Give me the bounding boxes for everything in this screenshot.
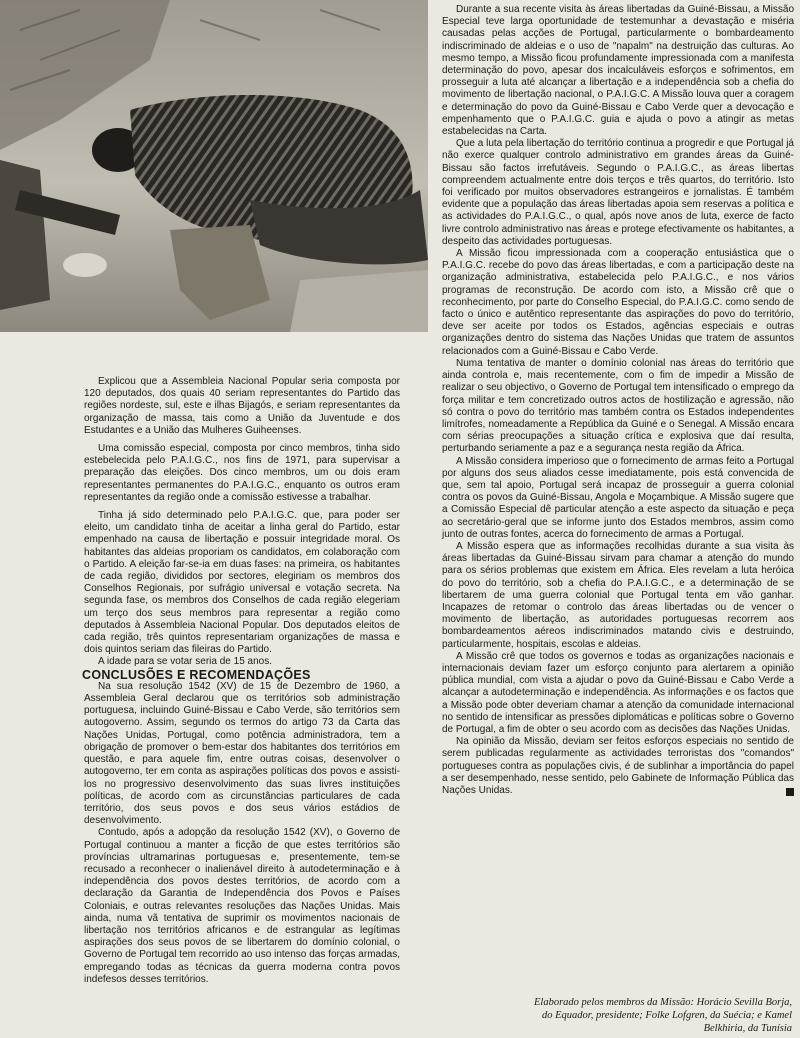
paragraph: Durante a sua recente visita às áreas libertadas da Guiné-Bissau, a Missão Especial teve larga oportunidade de testemunhar a devastação e miséria causadas pelas acções de Portugal, particularmente o bombardeamento indiscriminado de aldeias e o uso de "napalm" na destruição das culturas. Ao mesmo tempo, a Missão ficou profundamente impressionada com a manifesta determinação do povo, apesar dos incalculáveis esforços e sofrimentos, em prosseguir a luta até alcançar a libertação e a independência sob a chefia do movimento de libertação nacional, o P.A.I.G.C. A Missão louva quer a coragem e determinação do povo da Guiné-Bissau e Cabo Verde quer a devocação e empenhamento que o P.A.I.G.C. guia e ajuda o povo a atingir as metas estabelecidas na Carta. (442, 4, 794, 138)
credit-block (500, 996, 792, 1035)
paragraph: A Missão considera imperioso que o fornecimento de armas feito a Portugal por alguns dos seus aliados cesse imediatamente, pois está convencida de que, sem tal apoio, Portugal será incapaz de prosseguir a guerra colonial contra os povos da Guiné-Bissau, Angola e Moçambique. A Missão sugere que a Comissão Especial dê particular atenção a este aspecto da situação e peça ao secretário-geral que se informe junto dos Estados membros, assim como junto de outras fontes, acerca do fornecimento de armas a Portugal. (442, 455, 794, 540)
paragraph: Explicou que a Assembleia Nacional Popular seria composta por 120 deputados, dos quais 40 seriam representantes do Partido das regiões nordeste, sul, este e ilhas Bijagós, e seriam representantes da organização de massa, tais como a União da Juventude e dos Estudantes e a União das Mulheres Guiheenses. (84, 376, 400, 436)
left-column (84, 376, 400, 986)
paragraph-text: Na opinião da Missão, deviam ser feitos esforços especiais no sentido de serem publicadas regularmente as actividades terroristas dos "comandos" portugueses contra as populações civis, é de sublinhar a importância do papel a ser desempenhado, nesse sentido, pelo Gabinete de Informação Pública das Nações Unidas. (442, 736, 794, 796)
paragraph: A Missão ficou impressionada com a cooperação entusiástica que o P.A.I.G.C. recebe do povo das áreas libertadas, e com a participação deste na organização administrativa, estabelecida pelo P.A.I.G.C., e nos vários programas de reconstrução. De acordo com isto, a Missão crê que o reconhecimento, por parte do Conselho Especial, do P.A.I.G.C. como sendo de facto o único e autêntico representante das aspirações do povo do território, deve ser aceite por todos os Estados, agências especiais e outras organizações dentro do sistema das Nações Unidas que tratem de assuntos relacionados com a Guiné-Bissau e Cabo Verde. (442, 248, 794, 357)
paragraph: Na sua resolução 1542 (XV) de 15 de Dezembro de 1960, a Assembleia Geral declarou que os territórios sob administração portuguesa, incluindo Guiné-Bissau e Cabo Verde, são territórios sem autogoverno. Assim, segundo os termos do artigo 73 da Carta das Nações Unidas, Portugal, como potência administradora, tem a obrigação de promover o bem-estar dos habitantes dos territórios em questão, e para aquele fim, entre outras coisas, desenvolver o autogoverno, ter em conta as aspirações políticas dos povos e assisti-los no progressivo desenvolvimento das suas livres instituições políticas, de acordo com as circunstâncias particulares de cada território, dos seus povos e dos seus vários estádios de desenvolvimento. (84, 680, 400, 827)
paragraph: Que a luta pela libertação do território continua a progredir e que Portugal já não exerce qualquer controlo administrativo em grandes áreas da Guiné-Bissau são factos irrefutáveis. Segundo o P.A.I.G.C., as áreas libertas compreendem actualmente entre dois terços e três quartos, do território. Isto foi verificado por muitos observadores estrangeiros e jornalistas. É também evidente que a população das áreas libertadas apoia sem reservas a política e as actividades do P.A.I.G.C., o qual, após nove anos de luta, exerce de facto livre controlo administrativo nas áreas e protege efectivamente os habitantes, a despeito das actividades portuguesas. (442, 138, 794, 247)
paragraph: A Missão espera que as informações recolhidas durante a sua visita às áreas libertadas da Guiné-Bissau sirvam para chamar a atenção do mundo para os sérios problemas que existem em África. Eles revelam a luta heróica do povo do território, sob a chefia do P.A.I.G.C., e a determinação de se libertarem de uma guerra colonial que Portugal tenta em vão ganhar. Incapazes de retomar o controlo das áreas libertadas ou de vencer o movimento de libertação, as autoridades portuguesas recorrem aos bombardeamentos aéreos indiscriminados matando civis e destruindo, particularmente, hospitais, escolas e aldeias. (442, 540, 794, 650)
right-column (442, 4, 794, 797)
credit-line: Elaborado pelos membros da Missão: Horácio Sevilla Borja, (533, 997, 792, 1008)
paragraph: Uma comissão especial, composta por cinco membros, tinha sido estebelecida pelo P.A.I.G.C., nos fins de 1971, para supervisar a preparação das eleições. Dos cinco membros, um ou dois eram representantes permanentes do P.A.I.G.C., enquanto os outros eram representantes da região onde a comissão estivesse a trabalhar. (84, 443, 400, 503)
credit-line: Belkhiria, da Tunísia (703, 1023, 792, 1034)
photo-person-lying-icon (0, 0, 428, 332)
credit-line: do Equador, presidente; Folke Lofgren, da Suécia; e Kamel (541, 1010, 792, 1021)
paragraph: A Missão crê que todos os governos e todas as organizações nacionais e internacionais deviam fazer um esforço conjunto para alertarem a opinião pública mundial, com vista a ajudar o povo da Guiné-Bissau e Cabo Verde a alcançar a autodeterminação e independência. As informações e os factos que a Missão pode obter deveriam chamar a atenção da comunidade internacional no sentido de intensificar as pressões diplomáticas e políticas sobre o Governo de Portugal, a fim de obter o seu acordo com as decisões das Nações Unidas. (442, 650, 794, 735)
paragraph: Numa tentativa de manter o domínio colonial nas áreas do território que ainda controla e, mais recentemente, com o fim de impedir a Missão de realizar o seu objectivo, o Governo de Portugal tem intensificado o emprego da força militar e tem concretizado outros actos de hostilização e agressão, não só contra o povo do território mas também contra os Estados independentes limítrofes, nomeadamente a República da Guiné e o Senegal. A Missão encara com sérias preocupações a situação crítica e explosiva que daí resulta, perturbando seriamente a paz e a segurança nesta região da África. (442, 357, 794, 455)
section-heading: CONCLUSÕES E RECOMENDAÇÕES (82, 667, 311, 682)
paragraph: Tinha já sido determinado pelo P.A.I.G.C. que, para poder ser eleito, um candidato tinha de aceitar a linha geral do Partido, estar empenhado na causa de libertação e possuir integridade moral. Os habitantes das aldeias proporiam os candidatos, em colaboração com o Partido. A eleição far-se-ia em duas fases: na primeira, os habitantes de cada região, divididos por sectores, elegiriam os membros dos Conselhos Regionais, por sufrágio universal e votação secreta. Na segunda fase, os membros dos Conselhos de cada região elegeriam um terço dos seus membros para representar a região como deputados à Assembleia Nacional Popular. Dos deputados eleitos de cada região, três quintos representariam organizações de massa e dois quintos seriam das fileiras do Partido. (84, 510, 400, 656)
paragraph (442, 736, 794, 797)
photo-figure (0, 0, 428, 332)
end-square-icon (786, 788, 794, 796)
paragraph: A idade para se votar seria de 15 anos. (98, 656, 273, 668)
paragraph: Contudo, após a adopção da resolução 1542 (XV), o Governo de Portugal continuou a manter a ficção de que estes territórios são províncias ultramarinas portuguesas e, presentemente, tem-se recusado a reconhecer o inalienável direito à autodeterminação e à independência dos povos destes territórios, de acordo com a declaração da Garantia de Independência dos Povos e Países Coloniais, e outras relevantes resoluções das Nações Unidas. Mais ainda, numa vã tentativa de suprimir os movimentos nacionais de libertação nos territórios africanos e de estrangular as legítimas aspirações dos seus povos de se libertarem do domínio colonial, o Governo de Portugal tem recorrido ao uso intenso das forças armadas, empregando todas as técnicas da guerra moderna contra povos indefesos desses territórios. (84, 827, 400, 985)
